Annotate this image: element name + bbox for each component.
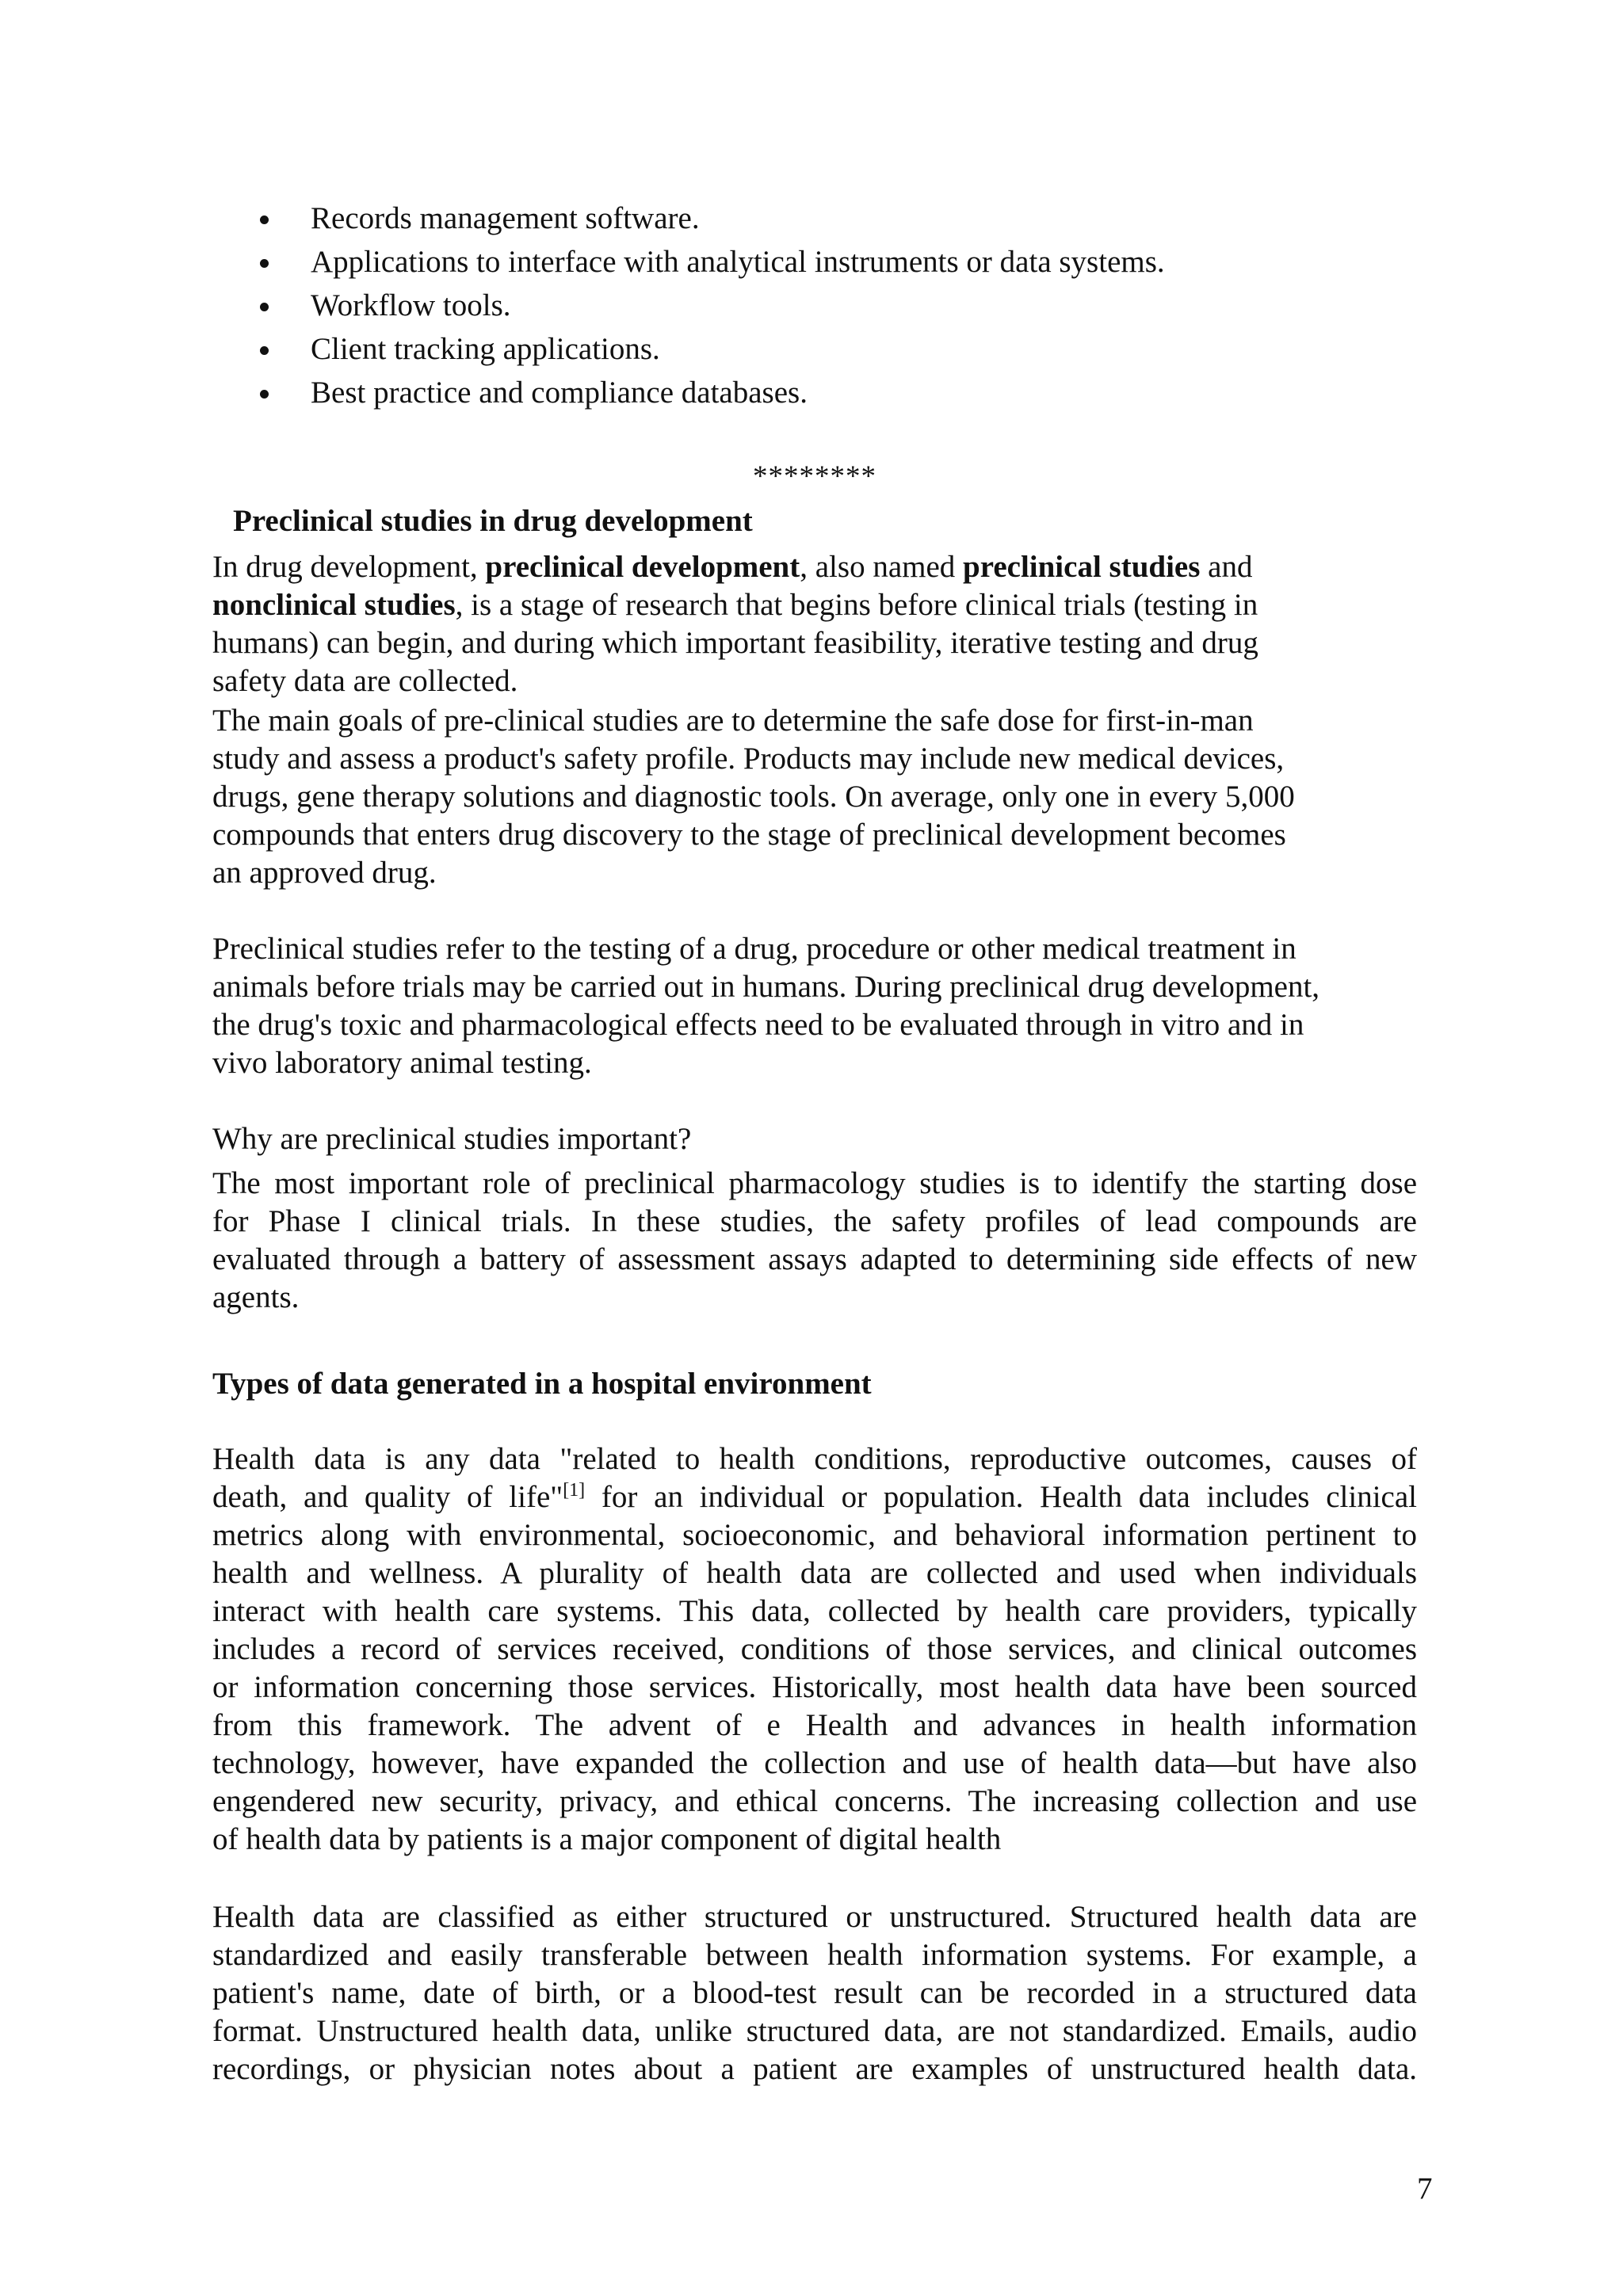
bullet-icon xyxy=(260,346,269,355)
text-run: death, and quality of life" xyxy=(212,1480,563,1514)
section-separator: ******** xyxy=(753,460,876,493)
text-line: Health data are classified as either structured or unstructured. Structured health data are xyxy=(212,1900,1417,1934)
bullet-icon xyxy=(260,259,269,268)
page-number: 7 xyxy=(1417,2172,1433,2206)
text-line: health and wellness. A plurality of health data are collected and used when individuals xyxy=(212,1556,1417,1590)
list-item xyxy=(254,196,1165,240)
text-line: study and assess a product's safety profile. Products may include new medical devices, xyxy=(212,742,1285,776)
text-line: vivo laboratory animal testing. xyxy=(212,1046,592,1080)
text-line: drugs, gene therapy solutions and diagnostic tools. On average, only one in every 5,000 xyxy=(212,780,1295,814)
text-line: standardized and easily transferable between health information systems. For example, a xyxy=(212,1938,1417,1972)
paragraph-health-data-classification xyxy=(212,1898,1417,2088)
text-line: patient's name, date of birth, or a blood-test result can be recorded in a structured data xyxy=(212,1976,1417,2010)
bold-term: preclinical studies xyxy=(963,550,1201,584)
bullet-list xyxy=(254,196,1165,414)
list-item-text: Records management software. xyxy=(311,201,700,235)
text-line: Health data is any data "related to health conditions, reproductive outcomes, causes of xyxy=(212,1442,1417,1476)
text-line: includes a record of services received, conditions of those services, and clinical outcomes xyxy=(212,1632,1417,1666)
paragraph-preclinical-goals xyxy=(212,702,1417,892)
text-line: metrics along with environmental, socioeconomic, and behavioral information pertinent to xyxy=(212,1518,1417,1552)
paragraph-health-data-definition xyxy=(212,1440,1417,1859)
paragraph-preclinical-importance xyxy=(212,1165,1417,1317)
bold-term: nonclinical studies xyxy=(212,588,456,622)
text-run: In drug development, xyxy=(212,550,486,584)
text-line: agents. xyxy=(212,1280,300,1314)
text-line: evaluated through a battery of assessment assays adapted to determining side effects of new xyxy=(212,1242,1417,1276)
text-run: , is a stage of research that begins before clinical trials (testing in xyxy=(455,588,1258,622)
text-run: , also named xyxy=(800,550,964,584)
text-line: the drug's toxic and pharmacological effects need to be evaluated through in vitro and in xyxy=(212,1008,1304,1042)
text-run: for an individual or population. Health data includes clinical xyxy=(585,1480,1417,1514)
text-line: compounds that enters drug discovery to the stage of preclinical development becomes xyxy=(212,818,1286,852)
bullet-icon xyxy=(260,303,269,311)
bullet-icon xyxy=(260,215,269,224)
text-line: animals before trials may be carried out in humans. During preclinical drug development, xyxy=(212,970,1320,1004)
bold-term: preclinical development xyxy=(485,550,800,584)
text-line xyxy=(212,548,1417,586)
list-item xyxy=(254,240,1165,284)
list-item-text: Client tracking applications. xyxy=(311,332,660,366)
text-line: Why are preclinical studies important? xyxy=(212,1122,692,1156)
text-line: or information concerning those services. Historically, most health data have been sourced xyxy=(212,1670,1417,1704)
list-item-text: Applications to interface with analytical instruments or data systems. xyxy=(311,245,1165,279)
bullet-icon xyxy=(260,390,269,399)
text-line: recordings, or physician notes about a patient are examples of unstructured health data. xyxy=(212,2052,1417,2086)
question-line xyxy=(212,1120,1417,1158)
text-line: format. Unstructured health data, unlike structured data, are not standardized. Emails, audio xyxy=(212,2014,1417,2048)
text-run: and xyxy=(1200,550,1253,584)
text-line: safety data are collected. xyxy=(212,664,518,698)
text-line: The main goals of pre-clinical studies are to determine the safe dose for first-in-man xyxy=(212,704,1254,738)
list-item xyxy=(254,371,1165,414)
section-heading-preclinical: Preclinical studies in drug development xyxy=(233,504,753,538)
text-line: for Phase I clinical trials. In these studies, the safety profiles of lead compounds are xyxy=(212,1204,1417,1238)
text-line xyxy=(212,586,1417,624)
section-heading-health-data: Types of data generated in a hospital environment xyxy=(212,1367,872,1401)
text-line: The most important role of preclinical pharmacology studies is to identify the starting dose xyxy=(212,1166,1417,1200)
list-item xyxy=(254,327,1165,371)
text-line xyxy=(212,1478,1417,1516)
list-item-text: Workflow tools. xyxy=(311,288,511,322)
text-line: Preclinical studies refer to the testing of a drug, procedure or other medical treatment in xyxy=(212,932,1296,966)
text-line: of health data by patients is a major component of digital health xyxy=(212,1822,1002,1856)
list-item xyxy=(254,284,1165,327)
text-line: engendered new security, privacy, and ethical concerns. The increasing collection and use xyxy=(212,1784,1417,1818)
citation-reference: [1] xyxy=(563,1480,586,1501)
paragraph-preclinical-testing xyxy=(212,930,1417,1082)
paragraph-preclinical-intro xyxy=(212,548,1417,700)
list-item-text: Best practice and compliance databases. xyxy=(311,376,808,410)
text-line: interact with health care systems. This data, collected by health care providers, typically xyxy=(212,1594,1417,1628)
text-line: technology, however, have expanded the collection and use of health data—but have also xyxy=(212,1746,1417,1780)
text-line: an approved drug. xyxy=(212,856,437,890)
text-line: from this framework. The advent of e Health and advances in health information xyxy=(212,1708,1417,1742)
text-line: humans) can begin, and during which important feasibility, iterative testing and drug xyxy=(212,626,1258,660)
